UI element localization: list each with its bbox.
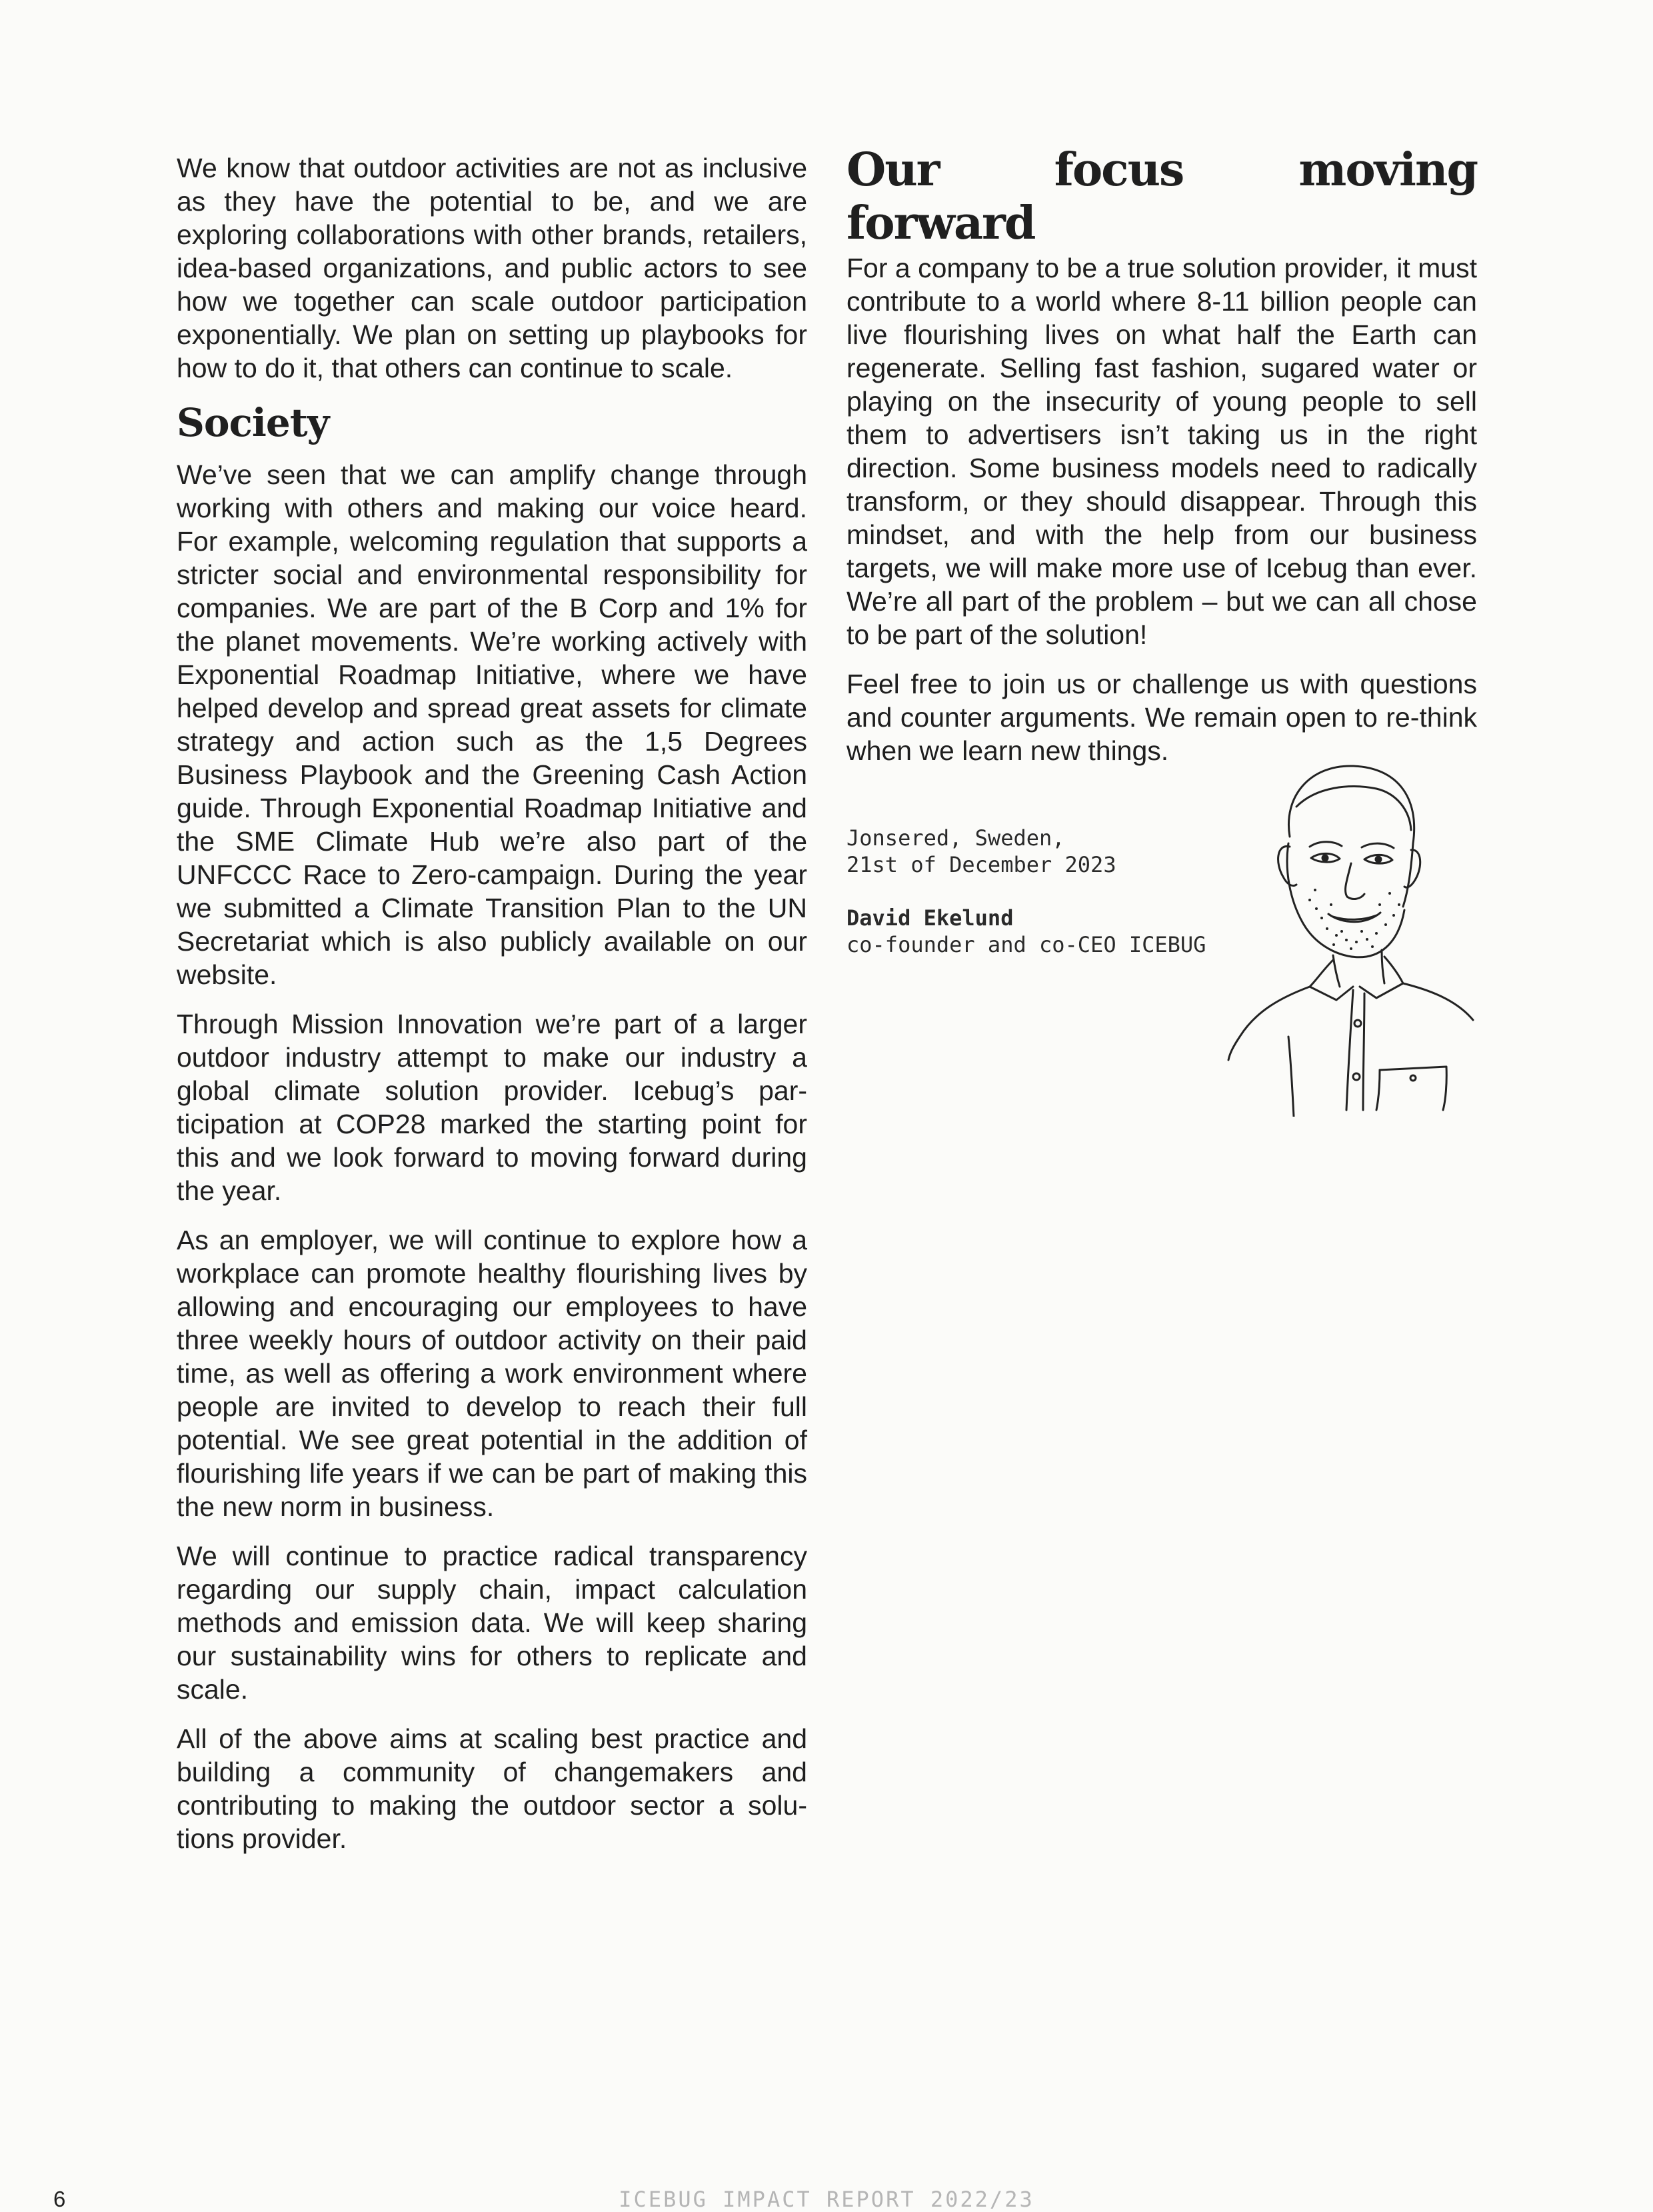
signature-role: co-founder and co-CEO ICEBUG [846, 932, 1206, 957]
signature-place-date [846, 825, 1116, 878]
intro-paragraph: We know that outdoor activities are not as inclusive as they have the potential to be, and we are exploring collaborations with other brands, retailers, idea-based organizations, and public actors to see how we together can scale outdoor participation exponentially. We plan on setting up playbooks for how to do it, that others can continue to scale. [177, 153, 807, 383]
society-heading: Society [177, 400, 329, 445]
report-title-footer: ICEBUG IMPACT REPORT 2022/23 [619, 2187, 1034, 2212]
portrait-illustration [1210, 757, 1476, 1117]
society-paragraph: Through Mission Innovation we’re part of a larger outdoor industry attempt to make our industry a global climate solution provider. Icebug’s participation at COP28 marked the starting point for this and we look forward to moving forward during the year. [177, 1009, 807, 1206]
society-paragraph: All of the above aims at scaling best practice and building a community of changemakers and contributing to making the outdoor sector a solutions provider. [177, 1723, 807, 1854]
society-paragraph: We’ve seen that we can amplify change through working with others and making our voice heard. For example, welcoming regulation that supports a stricter social and environmental responsibility for companies. We are part of the B Corp and 1% for the planet movements. We’re working actively with Exponential Roadmap Initiative, where we have helped develop and spread great assets for climate strategy and action such as the 1,5 Degrees Business Playbook and the Greening Cash Action guide. Through Exponential Roadmap Initiative and the SME Climate Hub we’re also part of the UNFCCC Race to Zero-campaign. During the year we submitted a Climate Transition Plan to the UN Secretariat which is also publicly available on our website. [177, 459, 807, 990]
left-column [177, 151, 807, 1871]
society-paragraph: As an employer, we will continue to explore how a workplace can promote healthy flourishing lives by allowing and encouraging our employees to have three weekly hours of outdoor activity on their paid time, as well as offering a work environment where people are invited to develop to reach their full potential. We see great potential in the addition of flourishing life years if we can be part of making this the new norm in business. [177, 1225, 807, 1522]
focus-paragraph: Feel free to join us or challenge us with questions and counter arguments. We remain open to re-think when we learn new things. [846, 669, 1477, 766]
signature-name: David Ekelund [846, 905, 1014, 931]
right-column [846, 143, 1477, 783]
focus-heading: Our focus moving forward [846, 143, 1477, 250]
signature-date: 21st of December 2023 [846, 852, 1116, 877]
signature-block [846, 905, 1206, 958]
page-number: 6 [53, 2187, 66, 2211]
society-paragraph: We will continue to practice radical transparency regarding our supply chain, impact calculation methods and emission data. We will keep sharing our sustainability wins for others to replicate and scale. [177, 1541, 807, 1705]
signature-place: Jonsered, Sweden, [846, 825, 1065, 851]
focus-paragraph: For a company to be a true solution provider, it must contribute to a world where 8-11 billion people can live flourishing lives on what half the Earth can regenerate. Selling fast fashion, sugared water or playing on the insecurity of young people to sell them to advertisers isn’t taking us in the right direction. Some business models need to radically transform, or they should disappear. Through this mindset, and with the help from our business targets, we will make more use of Icebug than ever. We’re all part of the problem – but we can all chose to be part of the solution! [846, 253, 1477, 650]
